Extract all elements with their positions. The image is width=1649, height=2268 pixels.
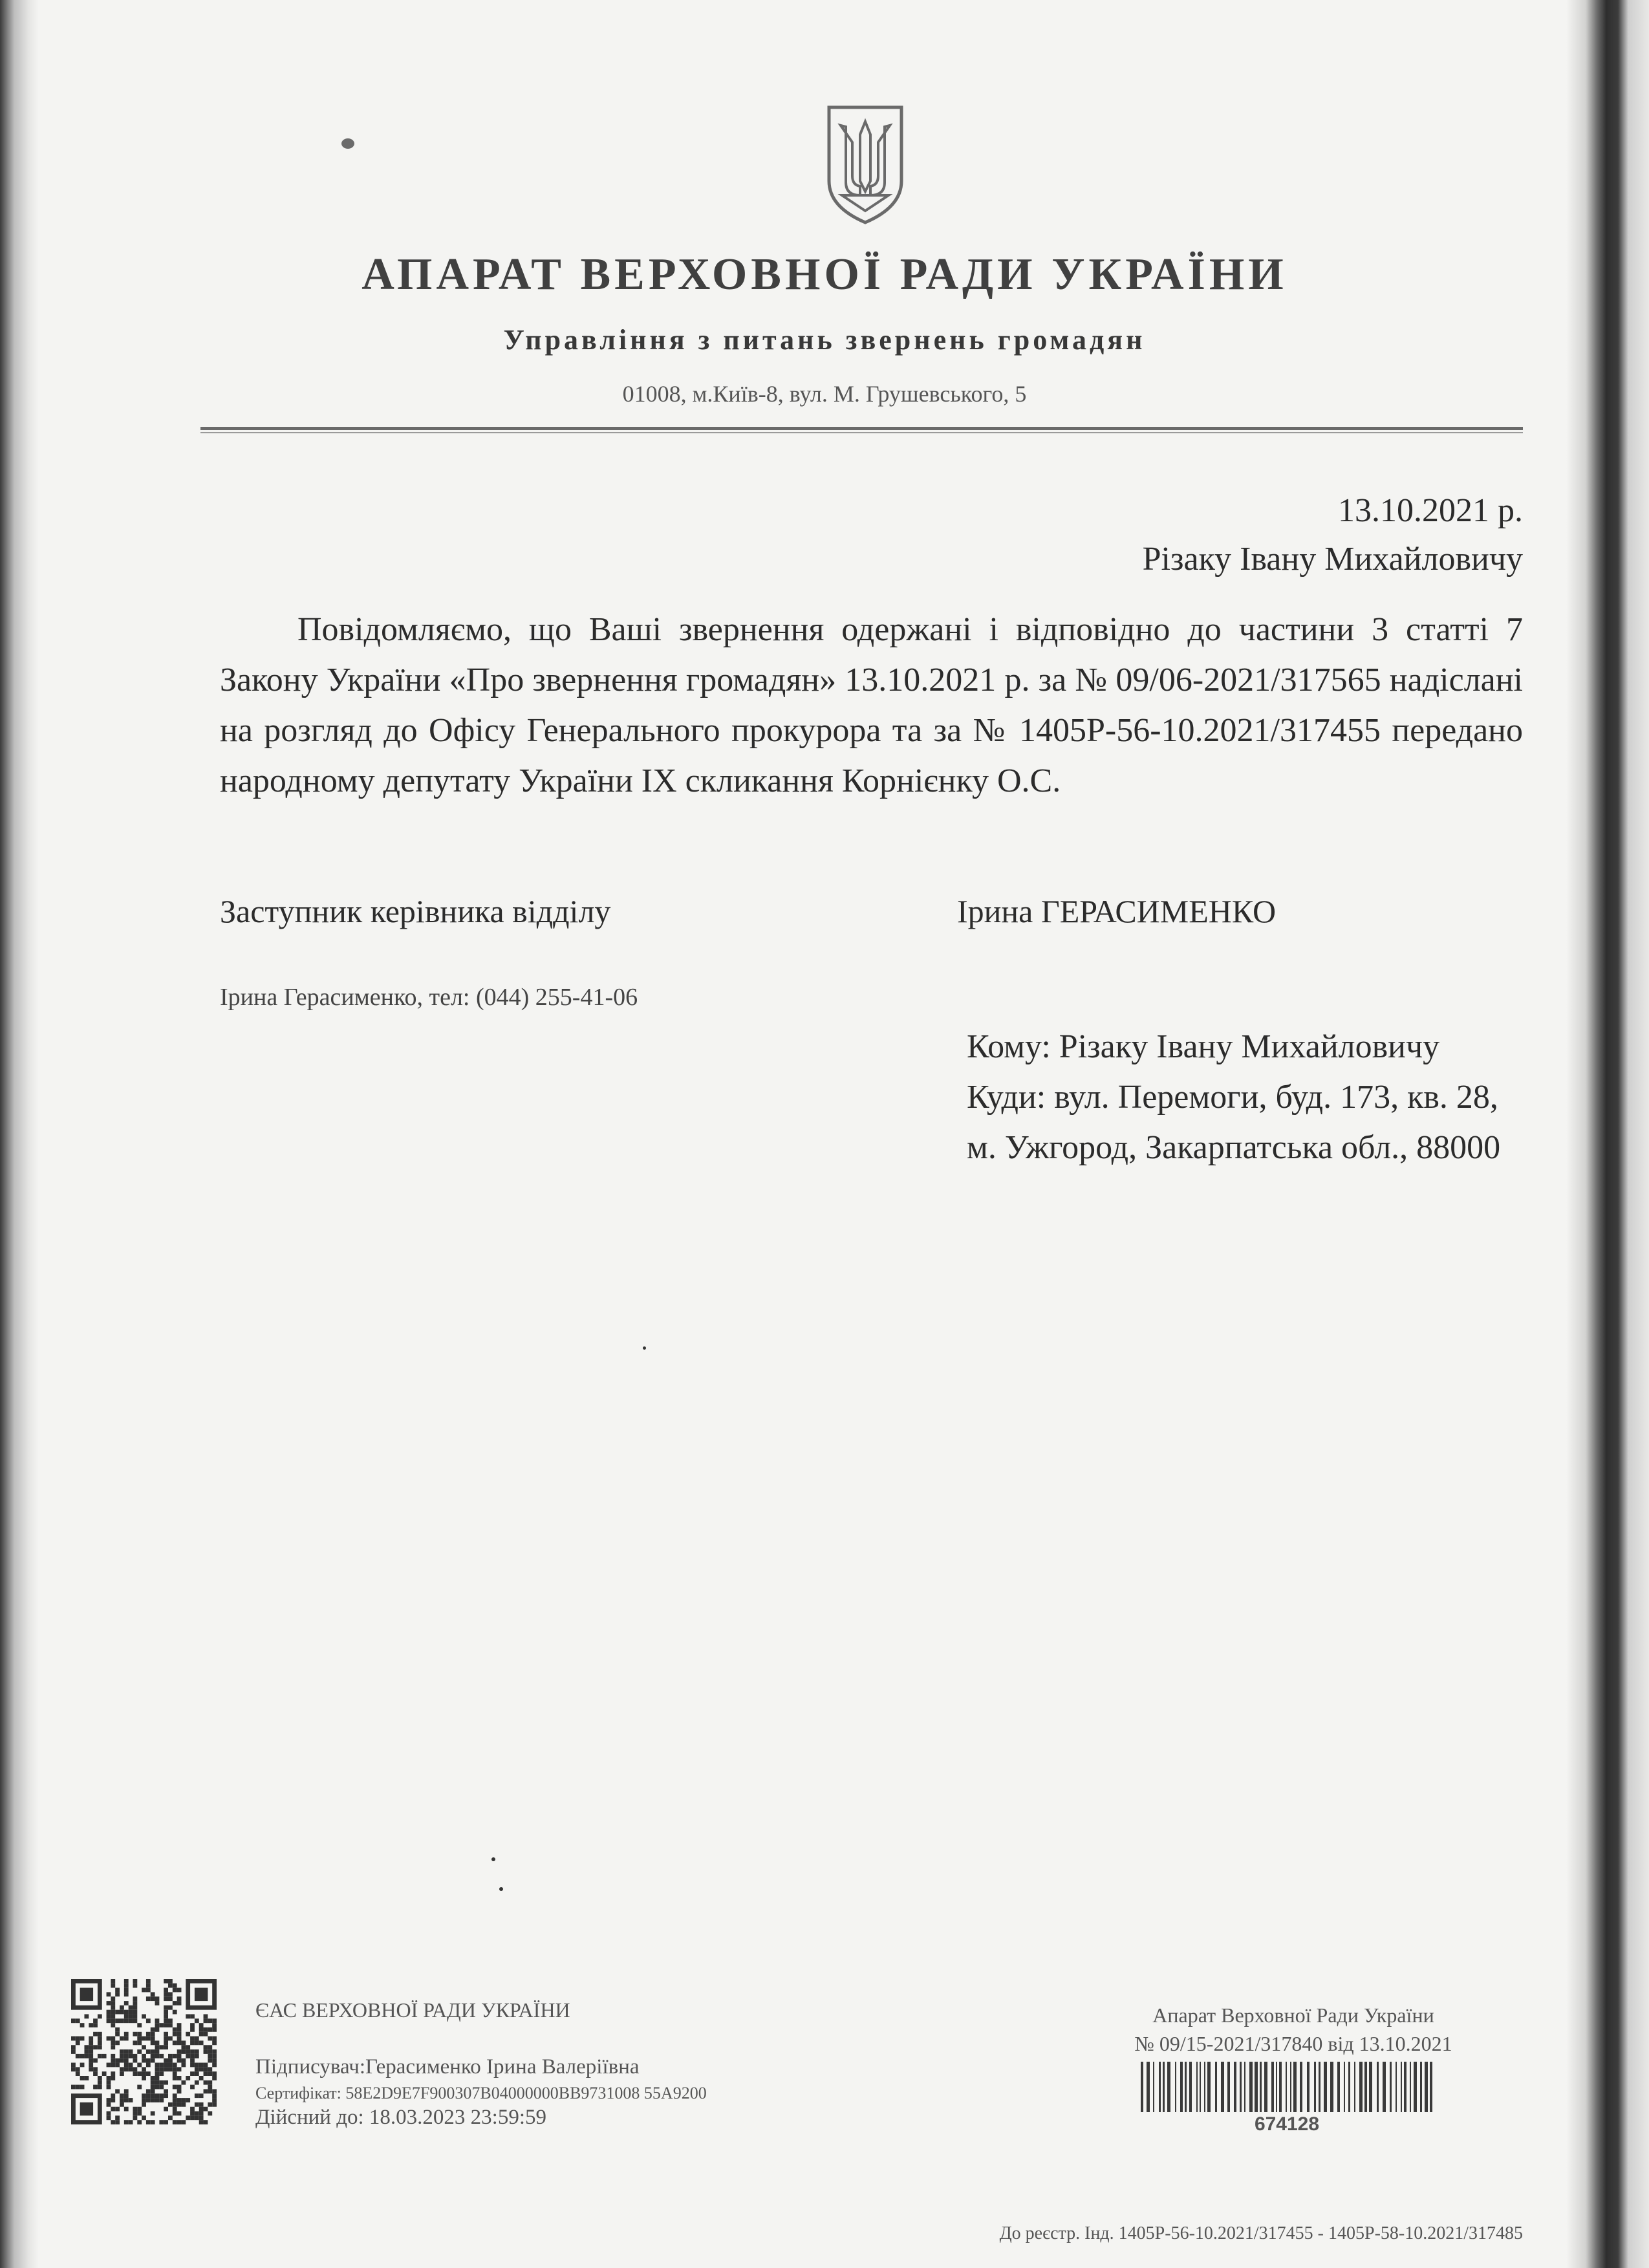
registration-number: № 09/15-2021/317840 від 13.10.2021 xyxy=(1134,2032,1452,2055)
letter-date: 13.10.2021 р. xyxy=(1338,492,1523,529)
scan-speck xyxy=(499,1887,503,1891)
certificate-id: Сертифікат: 58E2D9E7F900307B04000000BB9731008 55A9200 xyxy=(255,2084,707,2102)
certificate-validity: Дійсний до: 18.03.2023 23:59:59 xyxy=(255,2106,547,2129)
scan-speck xyxy=(341,138,354,149)
department-name: Управління з питань звернень громадян xyxy=(503,324,1146,356)
scan-speck xyxy=(491,1857,495,1861)
digital-signer: Підписувач:Герасименко Ірина Валеріївна xyxy=(255,2055,640,2079)
recipient-block xyxy=(967,1022,1529,1173)
barcode-number: 674128 xyxy=(1254,2113,1320,2135)
trident-icon xyxy=(823,103,908,226)
header-divider-thin xyxy=(200,432,1523,433)
organization-title: АПАРАТ ВЕРХОВНОЇ РАДИ УКРАЇНИ xyxy=(361,250,1288,299)
executor-contact: Ірина Герасименко, тел: (044) 255-41-06 xyxy=(220,984,638,1011)
eas-title: ЄАС ВЕРХОВНОЇ РАДИ УКРАЇНИ xyxy=(255,1998,570,2022)
header-divider xyxy=(200,427,1523,430)
recipient-to: Кому: Різаку Івану Михайловичу xyxy=(967,1028,1440,1065)
letter-addressee: Різаку Івану Михайловичу xyxy=(1142,541,1523,578)
signatory-role: Заступник керівника відділу xyxy=(220,893,611,929)
organization-address: 01008, м.Київ-8, вул. М. Грушевського, 5 xyxy=(622,381,1027,407)
recipient-where: Куди: вул. Перемоги, буд. 173, кв. 28, м. Ужгород, Закарпатська обл., 88000 xyxy=(967,1079,1501,1166)
signatory-name: Ірина ГЕРАСИМЕНКО xyxy=(957,893,1277,929)
registration-organization: Апарат Верховної Ради України xyxy=(1152,2003,1434,2027)
registry-index: До реєстр. Інд. 1405Р-56-10.2021/317455 - 1405Р-58-10.2021/317485 xyxy=(999,2223,1523,2243)
letter-body: Повідомляємо, що Ваші звернення одержані і відповідно до частини 3 статті 7 Закону України «Про звернення громадян» 13.10.2021 р. за № 09/06-2021/317565 надіслані на розгляд до Офісу Генерального прокурора та за № 1405Р-56-10.2021/317455 передано народному депутату України IX скликання Корнієнку О.С. xyxy=(220,611,1523,799)
barcode-icon xyxy=(1138,2062,1436,2112)
qr-code-icon xyxy=(71,1979,217,2124)
scan-speck xyxy=(643,1346,646,1350)
